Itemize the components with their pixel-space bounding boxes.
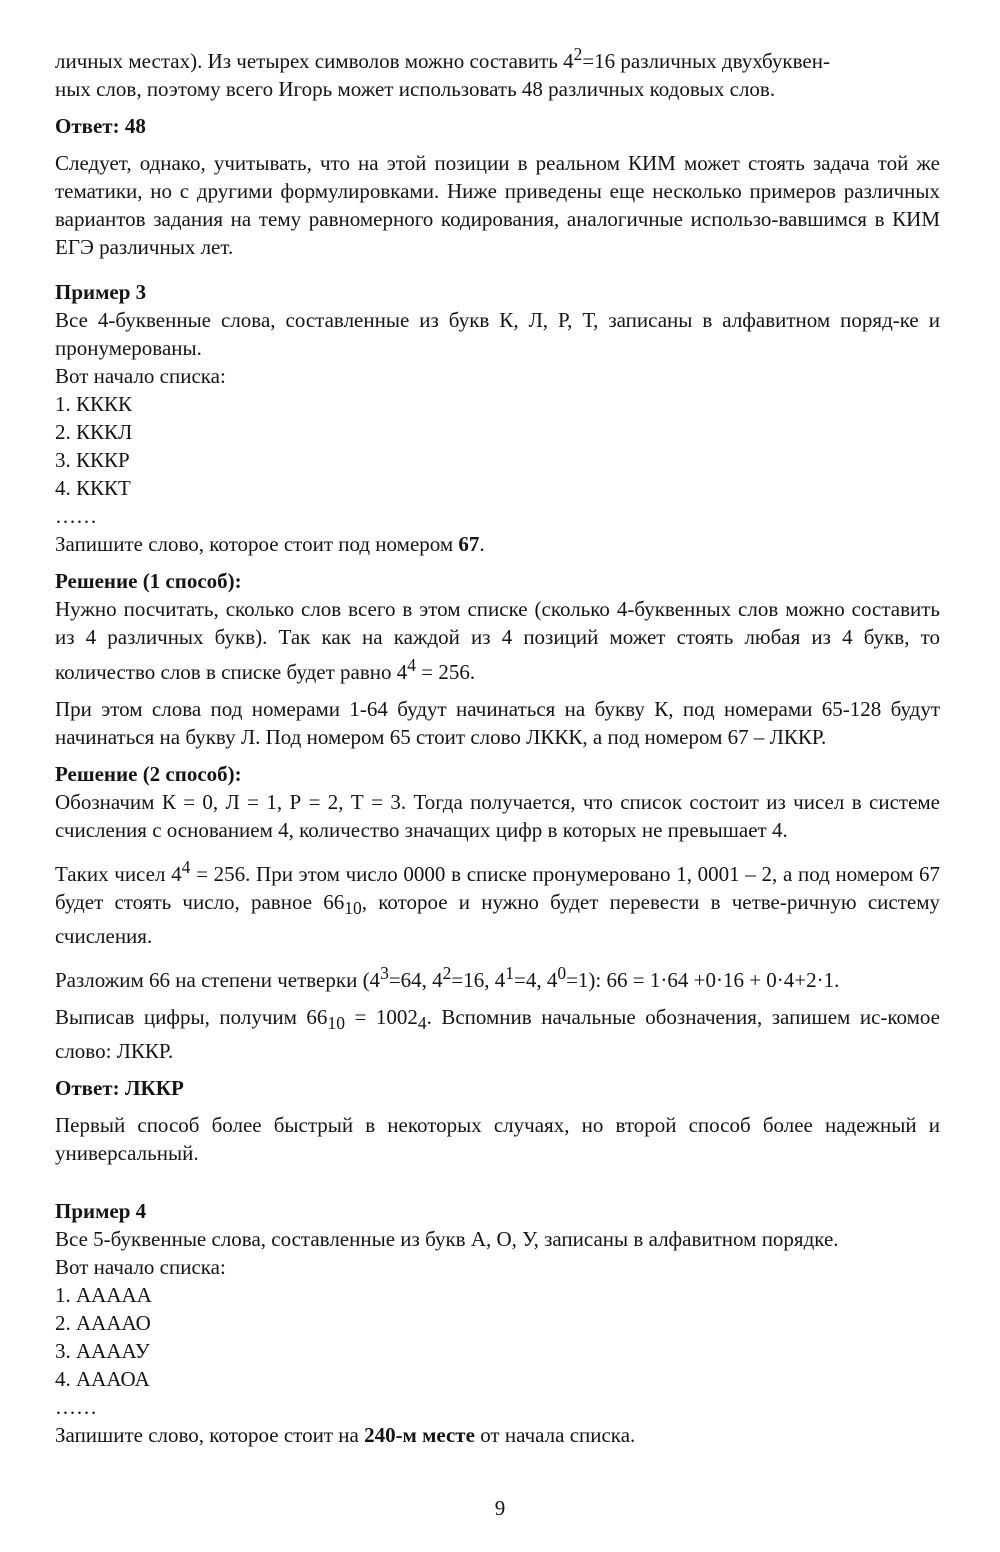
example-4-text: Все 5-буквенные слова, составленные из букв А, О, У, записаны в алфавитном порядке. [55,1227,839,1252]
page-body [55,40,940,1449]
ellipsis: …… [55,1395,97,1420]
list-item: 1. КККК [55,392,133,416]
list-item: 4. АААОА [55,1367,150,1392]
intro-paragraph: личных местах). Из четырех символов можно составить $4^2=16$ различных двухбуквен- ных слов, поэтому всего Игорь может использовать 48 различных кодовых слов. [55,44,830,101]
ellipsis: …… [55,504,97,528]
example-3-title: Пример 3 [55,280,147,304]
answer-2: Ответ: ЛККР [55,1076,184,1101]
list-item: 1. ААААА [55,1283,152,1308]
example-3-text: Все 4-буквенные слова, составленные из букв К, Л, Р, Т, записаны в алфавитном поряд-ке и пронумерованы. [55,308,940,360]
list-item: 2. ААААО [55,1311,151,1336]
page-number: 9 [494,1496,506,1520]
example-4-intro: Вот начало списка: [55,1255,226,1280]
solution-1-paragraph-1: Нужно посчитать, сколько слов всего в этом списке (сколько 4-буквенных слов можно составить из 4 различных букв). Так как на каждой из 4 позиций может стоять любая из 4 букв, то количество слов в списке будет равно $4^4 = 256$. [55,597,940,684]
solution-2-title: Решение (2 способ): [55,762,242,786]
solution-2-paragraph-1: Обозначим К = 0, Л = 1, Р = 2, Т = 3. Тогда получается, что список состоит из чисел в системе счисления с основанием 4, количество значащих цифр в которых не превышает 4. [55,790,940,842]
solution-2-paragraph-2: Таких чисел $4^4 = 256$. При этом число 0000 в списке пронумеровано 1, 0001 – 2, а под номером 67 будет стоять число, равное $66_{10}$, которое и нужно будет перевести в четве-ричную систему счисления. [55,857,940,949]
list-item: 3. КККР [55,448,130,472]
note-paragraph: Следует, однако, учитывать, что на этой позиции в реальном КИМ может стоять задача той же тематики, но с другими формулировками. Ниже приведены еще несколько примеров различных вариантов задания на тему равномерного кодирования, аналогичные использо-вавшимся в КИМ ЕГЭ различных лет. [55,151,940,259]
solution-1-title: Решение (1 способ): [55,569,242,593]
list-item: 4. КККТ [55,476,131,500]
list-item: 3. ААААУ [55,1339,150,1364]
solution-1-paragraph-2: При этом слова под номерами 1-64 будут начинаться на букву К, под номерами 65-128 будут начинаться на букву Л. Под номером 65 стоит слово ЛККК, а под номером 67 – ЛККР. [55,697,940,749]
list-item: 2. КККЛ [55,420,133,444]
example-3-question: Запишите слово, которое стоит под номером 67. [55,532,485,556]
example-4-question: Запишите слово, которое стоит на 240-м месте от начала списка. [55,1423,636,1448]
example-3-intro: Вот начало списка: [55,364,226,388]
superscript: 2 [573,44,583,64]
example-4-title: Пример 4 [55,1199,147,1224]
answer-1: Ответ: 48 [55,114,146,138]
solution-2-paragraph-3: Разложим 66 на степени четверки ($4^3=64$, $4^2=16$, $4^1=4$, $4^0=1$): 66 = 1·64 +0·16 + 0·4+2·1. [55,963,840,993]
comparison-paragraph: Первый способ более быстрый в некоторых случаях, но второй способ более надежный и универсальный. [55,1113,940,1166]
solution-2-paragraph-4: Выписав цифры, получим $66_{10} = 1002_4$. Вспомнив начальные обозначения, запишем ис-комое слово: ЛККР. [55,1005,940,1064]
